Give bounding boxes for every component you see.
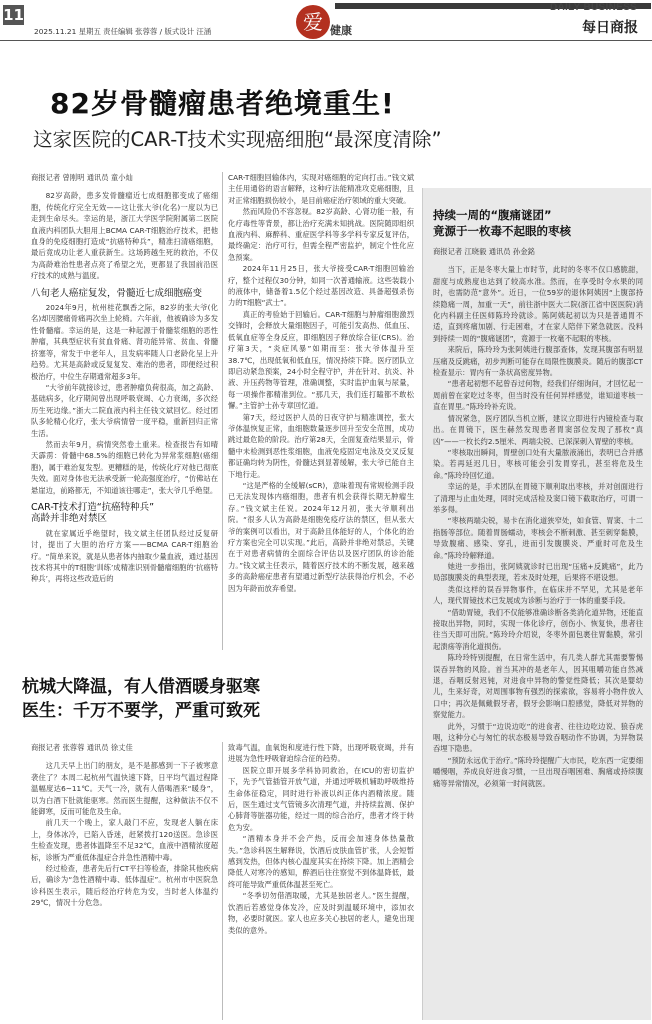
dateline: 2025.11.21 星期五 责任编辑 张蓉蓉 / 版式设计 汪涵 xyxy=(34,27,212,36)
article2-title-line2: 医生：千万不要学，严重可致死 xyxy=(22,701,260,721)
paragraph: CAR-T细胞回输体内，实现对癌细胞的定向打击。”钱文斌主任用通俗的语言解释，这种疗法能精准攻克癌细胞，且对正常细胞损伤较小，是目前癌症治疗领域的重大突破。 xyxy=(228,173,414,205)
paragraph: 情况紧急，医疗团队当机立断，建议立即进行内镜检查与取出。在胃镜下，医生赫然发现患者胃窦部位发现了那枚“真凶”——一枚长约2.5厘米、两端尖锐、已深深刺入胃壁的枣核。 xyxy=(433,413,643,446)
paragraph: 陈玲玲特别提醒，在日常生活中，有几类人群尤其需要警惕误吞异物的风险。首当其冲的是老年人，因其咀嚼功能自然减退，吞咽反射迟钝，对进食中异物的警觉性降低；其次是婴幼儿，生来好奇，对周围事物有强烈的探索欲，容易将小物件放入口中；再次是佩戴假牙者，假牙会影响口腔感觉，降低对异物的察觉能力。 xyxy=(433,653,643,720)
paragraph: “枣核取出瞬间，胃壁创口处有大量脓液涌出，表明已合并感染。若再延迟几日，枣核可能会引发胃穿孔，甚至将危及生命。”陈玲玲回忆道。 xyxy=(433,447,643,480)
sidebar-title-line2: 竟源于一枚毒不起眼的枣核 xyxy=(433,224,571,238)
article1-subtitle: 这家医院的CAR-T技术实现癌细胞“最深度清除” xyxy=(33,128,442,151)
article1-column-2 xyxy=(228,172,414,650)
paragraph: “大爷前年就接诊过，患者肿瘤负荷很高，加之高龄、基础病多，化疗期间曾出现呼吸衰竭、心力衰竭，多次经历生死边缘。”浙大二院血液内科主任钱文斌回忆。经过团队多轮精心化疗，张大爷病情曾一度平稳，重新回归正常生活。 xyxy=(31,382,218,438)
paragraph: 真正的考验始于回输后。CAR-T细胞与肿瘤细胞激烈交锋时，会释放大量细胞因子，可能引发高热、低血压、低氧血症等全身反应，即细胞因子释放综合征(CRS)。治疗第3天，“炎症风暴”如期而至：张大爷体温升至38.7℃，出现低氧和低血压，情况持续下降。医疗团队立即启动紧急预案，24小时全程守护，并在针对、抗炎、补液、升压药物等管理，准确调整，实时监护血氧与尿量，每一项操作都精准到位。“那几天，我们连打瞌都不敢松懈。”主管护士孙专章回忆道。 xyxy=(228,309,414,411)
paragraph: 她进一步指出，张阿姨就诊时已出现“压痛+反跳痛”，此乃局部腹膜炎的典型表现，若未及时处理，后果将不堪设想。 xyxy=(433,561,643,583)
article2-column-1 xyxy=(31,742,218,1020)
paragraph: 此外，习惯于“边说边吃”的进食者、往往边吃边说、狼吞虎咽，这种分心与匆忙的状态极易导致吞咽动作不协调，为异物误吞埋下隐患。 xyxy=(433,721,643,754)
page-number: 11 xyxy=(3,6,24,24)
paragraph: 经过检查，患者先后行CT平扫等检查，排除其他疾病后，确诊为“急性酒精中毒、低体温症”。杭州市中医院急诊科医生表示，随后经治疗转危为安，当时老人体温约29℃，情况十分危急。 xyxy=(31,864,218,908)
paragraph: 然而风险仍不容忽视。82岁高龄、心肾功能一般，有化疗毒性等背景，都让治疗充满未知挑战。医院随即组织血液内科、麻醉科、重症医学科等多学科专家反复评估，最终确定：治疗可行，但需全程严密监护，制定个性化应急预案。 xyxy=(228,207,414,262)
paragraph: “酒精本身并不会产热，反而会加速身体热量散失。”急诊科医生解释说，饮酒后皮肤血管扩张，人会短暂感到发热，但体内核心温度其实在持续下降。加上酒精会降低人对寒冷的感知，醉酒后往往察觉不到体温降低，最终可能导致严重低体温甚至死亡。 xyxy=(228,834,414,889)
paper-name: 每日商报 xyxy=(582,20,638,36)
paragraph: 这几天早上出门的朋友，是不是都感到一下子被寒意袭住了？本周二起杭州气温快速下降，日平均气温过程降温幅度达6~11℃。天气一冷，就有人借喝酒来“暖身”，以为白酒下肚就能驱寒。然而医生提醒，这种做法不仅不能御寒，反而可能危及生命。 xyxy=(31,761,218,817)
paragraph: “冬季切勿借酒取暖，尤其是独居老人。”医生提醒，饮酒后若感觉身体发冷，应及时到温暖环境中，添加衣物，必要时就医。家人也应多关心独居的老人，避免出现类似的意外。 xyxy=(228,891,414,935)
sidebar-title xyxy=(433,207,571,239)
paragraph: 来院后，陈玲玲为张阿姨进行腹部查体，发现其腹部有明显压痛及反跳痛，初步判断可能存在局限性腹膜炎。随后的腹部CT检查显示：胃内有一条状高密度异物。 xyxy=(433,345,643,378)
article1-title: 82岁骨髓瘤患者绝境重生! xyxy=(50,87,395,120)
article1-subhead-1: 八旬老人癌症复发，骨髓近七成细胞癌变 xyxy=(31,287,203,299)
paragraph: “患者起初想不起曾吞过何物，经我们仔细询问，才回忆起一周前曾在家吃过冬枣，但当时没有任何异样感觉，谁知道枣核一直在胃里。”陈玲玲补充说。 xyxy=(433,379,643,412)
article1-subhead-2: CAR-T技术打造“抗癌特种兵” 高龄并非绝对禁区 xyxy=(31,501,155,525)
paragraph: 2024年11月25日，张大爷接受CAR-T细胞回输治疗，整个过程仅30分钟，如同一次普通输液。这些装载小的液体中，储备着1.5亿个经过基因改造、具备超强杀伤力的T细胞“武士”。 xyxy=(228,264,414,308)
column-divider xyxy=(222,742,223,1020)
article1-column-1 xyxy=(31,172,218,650)
sidebar-body xyxy=(433,246,643,1014)
sidebar-byline: 商报记者 江晓毅 通讯员 孙金銘 xyxy=(433,247,535,256)
paragraph: 当下，正是冬枣大量上市时节，此时的冬枣不仅口感脆甜，甜度与成熟度也达到了较高水准。然而，在享受时令水果的同时，也需防范“意外”。近日，一位59岁的退休阿姨因“上腹部持续隐痛一周，加重一天”，前往浙中医大二院(浙江省中医医院)消化内科副主任医师陈玲玲就诊。陈阿姨起初以为只是普通胃不适，直到疼痛加剧、行走困难，才在家人陪伴下紧急就医。没料到持续一周的“腹痛谜团”，竟源于一枚毫不起眼的枣核。 xyxy=(433,265,643,343)
article2-byline: 商报记者 张蓉蓉 通讯员 徐丈佳 xyxy=(31,743,133,752)
paragraph: 幸运的是，手术团队在胃镜下顺利取出枣核，并对创面进行了清理与止血处理，同时完成活检及窦口镜下截取治疗，可谓一举多得。 xyxy=(433,482,643,514)
sidebar-title-line1: 持续一周的“腹痛谜团” xyxy=(433,208,552,222)
paragraph: 然而去年9月，病情突然卷土重来。检查报告有如晴天霹雳：骨髓中68.5%的细胞已转化为异常浆细胞(癌细胞)，属于难治复发型。更糟糕的是，传统化疗对他已彻底失效。面对身体也无法承受新一轮高强度治疗，“仿佛站在悬崖边，前路都无，不知道该往哪走”，张大爷几乎绝望。 xyxy=(31,439,218,495)
paragraph: “这是严格的全缓解(sCR)，意味着现有常规检测手段已无法发现体内癌细胞，患者有机会获得长期无肿瘤生存。”钱文斌主任说。2024年12月初，张大爷顺利出院。“很多人认为高龄是细胞免疫疗法的禁区，但从张大爷的案例可以看出，对于高龄且体能好的人，个体化的治疗方案也完全可以实现。”此后，高龄并非绝对禁忌，关键在于对患者病情的全面综合评估以及医疗团队的诊治能力。”钱文斌主任表示，随着医疗技术的不断发展，越来越多的高龄癌症患者有望通过新型疗法获得治疗机会，不必因为年龄而放弃希望。 xyxy=(228,480,414,593)
paragraph: 就在家属近乎绝望时，钱文斌主任团队经过反复研讨，提出了大胆的治疗方案——BCMA CAR-T细胞治疗。“简单来说，就是从患者体内抽取少量血液，通过基因技术将其中的T细胞‘训练’成精准识别骨髓瘤细胞的‘抗癌特种兵’，再将这些改造后的 xyxy=(31,528,218,584)
article1-byline: 商报记者 曾刚明 通讯员 童小灿 xyxy=(31,173,133,182)
paragraph: 第7天，经过医护人员的日夜守护与精准调控，张大爷体温恢复正常，血细胞数量逐步回升至安全范围，成功跳过最危险的阶段。治疗第28天，全面复查结果显示，骨髓中未检测到恶性浆细胞，血液免疫固定电泳及交叉反复都证确均转为阴性，骨髓达到显著缓解，张大爷已能自主下地行走。 xyxy=(228,412,414,479)
column-divider xyxy=(222,172,223,650)
paragraph: 82岁高龄，患多发骨髓瘤近七成细胞都变成了癌细胞，传统化疗完全无效——这让张大爷(化名)一度以为已走到生命尽头。幸运的是，浙江大学医学院附属第二医院血液内科团队大胆用上BCMA CAR-T细胞治疗技术，把他血身的免疫细胞打造成“抗癌特种兵”，精准扫清癌细胞，最后竟成功让老人重获新生。这场跨越生死的救治，不仅为高龄难治性患者点亮了希望之光，更都显了我国前沿医疗技术的成熟与温度。 xyxy=(31,191,218,281)
paragraph: “借助胃镜，我们不仅能够准确诊断各类消化道异物，还能直接取出异物，同时，实现一体化诊疗，创伤小、恢复快，患者往往当天即可出院。”陈玲玲介绍说，冬枣外面包裹住胃黏膜，常引起溃疡等消化道损伤。 xyxy=(433,607,643,651)
article2-title xyxy=(22,675,260,723)
paragraph: 前几天一个晚上，家人敲门不应，发现老人躺在床上，身体冰冷，已陷入昏迷，赶紧拨打120送医。急诊医生检查发现，患者体温降至不足32℃，血液中酒精浓度超标，诊断为严重低体温症合并急性酒精中毒。 xyxy=(31,818,218,862)
paragraph: “枣核两端尖锐，易卡在消化道狭窄处，如食管、胃窦、十二指肠等部位。随着胃肠蠕动，枣核会不断刺激、甚至刺穿黏膜，导致腹痛、感染、穿孔，进而引发腹膜炎、严重时可危及生命。”陈玲玲解释道。 xyxy=(433,516,643,560)
page-header xyxy=(0,0,652,42)
paragraph: 2024年9月，杭州桂花飘香之际，82岁的张大爷(化名)却因腰痛骨痛再次坐上轮椅。六年前，他被确诊为多发性骨髓瘤。幸运的是，这是一种起源于骨髓浆细胞的恶性肿瘤，其典型症状有贫血骨痛、肾功能异常、贫血、骨髓挤塞等，常发于中老年人，且发病率随人口老龄化呈上升趋势。尤其是高龄或反复复发、难治的患者，即便经过积极治疗，中位生存期通常超多3年。 xyxy=(31,303,218,381)
paragraph: 医院立即开展多学科协同救治，在ICU的密切监护下，先予气管插管开放气道，并通过呼吸机辅助呼吸维持生命体征稳定，同时进行补液以纠正体内酒精浓度。随后，医生通过支气管镜多次清理气道，并持续监测、保护心肺肾等脏器功能，经过一周的综合治疗，患者才终于转危为安。 xyxy=(228,765,414,832)
daily-business-label: DAILY BUSINESS xyxy=(550,2,638,13)
paragraph: “预防永远优于治疗。”陈玲玲提醒广大市民，吃东西一定要细嚼慢咽，养成良好进食习惯，一旦出现吞咽困难、胸痛或持续腹痛等异常情况，必须第一时间就医。 xyxy=(433,755,643,788)
header-divider xyxy=(0,40,652,41)
column-logo-char: 爱 xyxy=(303,10,323,34)
column-logo-icon xyxy=(293,2,333,42)
paragraph: 类似这样的误吞异物事件，在临床并不罕见，尤其是老年人，现代胃镜技术已发展成为诊断与治疗于一体的重要手段。 xyxy=(433,584,643,606)
paragraph: 致毒气温，血氧饱和度进行性下降，出现呼吸衰竭，并有进展为急性呼吸窘迫综合征的趋势。 xyxy=(228,743,414,764)
article2-column-2 xyxy=(228,742,414,1020)
column-name: 健康 xyxy=(330,24,352,37)
article2-title-line1: 杭城大降温，有人借酒暖身驱寒 xyxy=(22,677,260,697)
